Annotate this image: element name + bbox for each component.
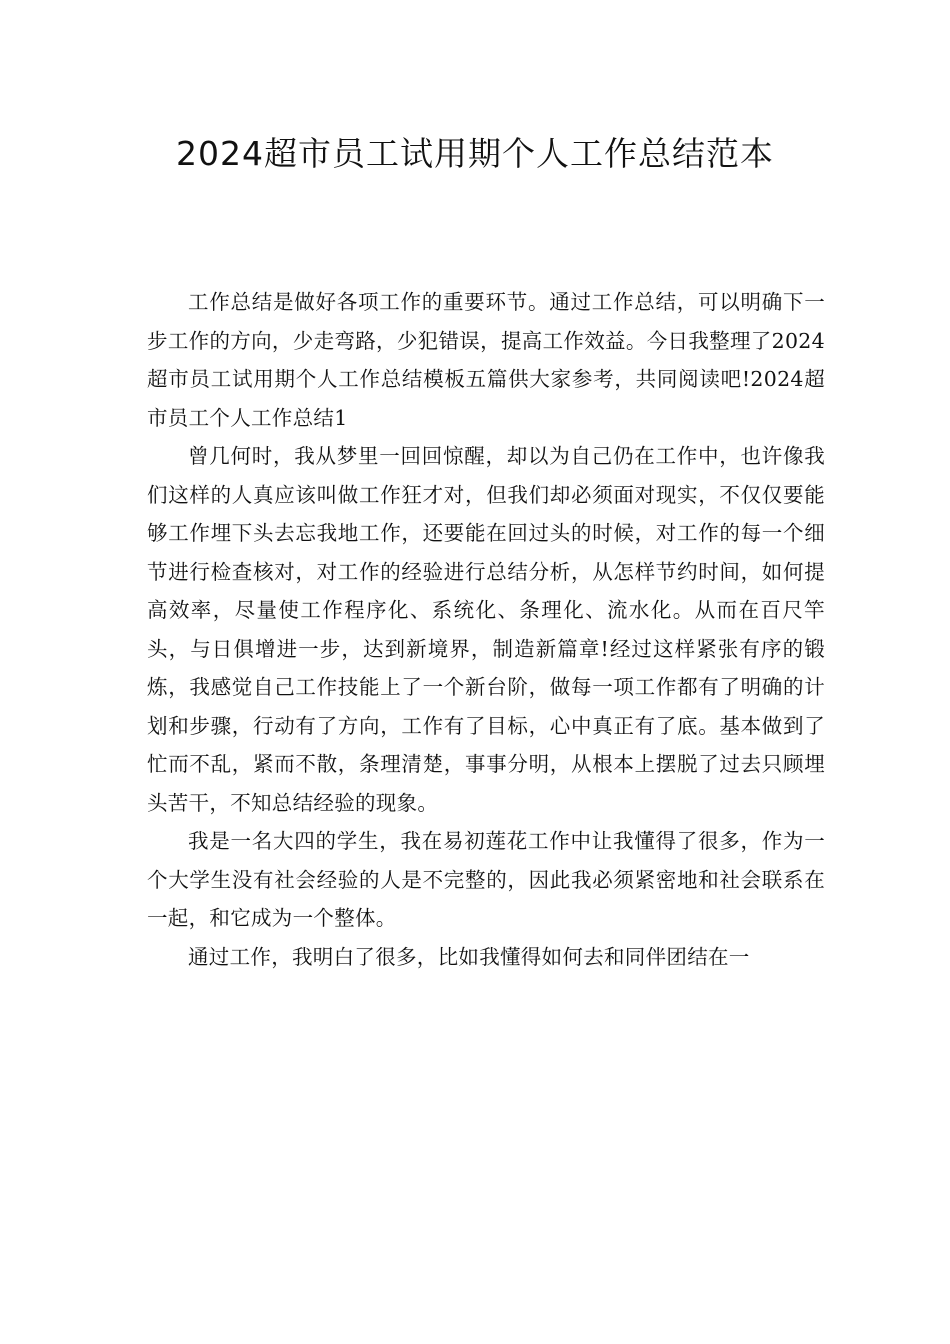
- page-title: 2024超市员工试用期个人工作总结范本: [176, 134, 774, 173]
- paragraph-summary-1: 曾几何时，我从梦里一回回惊醒，却以为自己仍在工作中，也许像我们这样的人真应该叫做工作狂才对，但我们却必须面对现实，不仅仅要能够工作埋下头去忘我地工作，还要能在回过头的时候，对工作的每一个细节进行检查核对，对工作的经验进行总结分析，从怎样节约时间，如何提高效率，尽量使工作程序化、系统化、条理化、流水化。从而在百尺竿头，与日俱增进一步，达到新境界，制造新篇章!经过这样紧张有序的锻炼，我感觉自己工作技能上了一个新台阶，做每一项工作都有了明确的计划和步骤，行动有了方向，工作有了目标，心中真正有了底。基本做到了忙而不乱，紧而不散，条理清楚，事事分明，从根本上摆脱了过去只顾埋头苦干，不知总结经验的现象。: [147, 444, 825, 815]
- document-body: [147, 283, 825, 976]
- paragraph-intro: 工作总结是做好各项工作的重要环节。通过工作总结，可以明确下一步工作的方向，少走弯路，少犯错误，提高工作效益。今日我整理了2024超市员工试用期个人工作总结模板五篇供大家参考，共同阅读吧!2024超市员工个人工作总结1: [147, 290, 825, 430]
- paragraph-work-lessons: 通过工作，我明白了很多，比如我懂得如何去和同伴团结在一: [188, 944, 750, 969]
- paragraph-student: 我是一名大四的学生，我在易初莲花工作中让我懂得了很多，作为一个大学生没有社会经验的人是不完整的，因此我必须紧密地和社会联系在一起，和它成为一个整体。: [147, 829, 825, 930]
